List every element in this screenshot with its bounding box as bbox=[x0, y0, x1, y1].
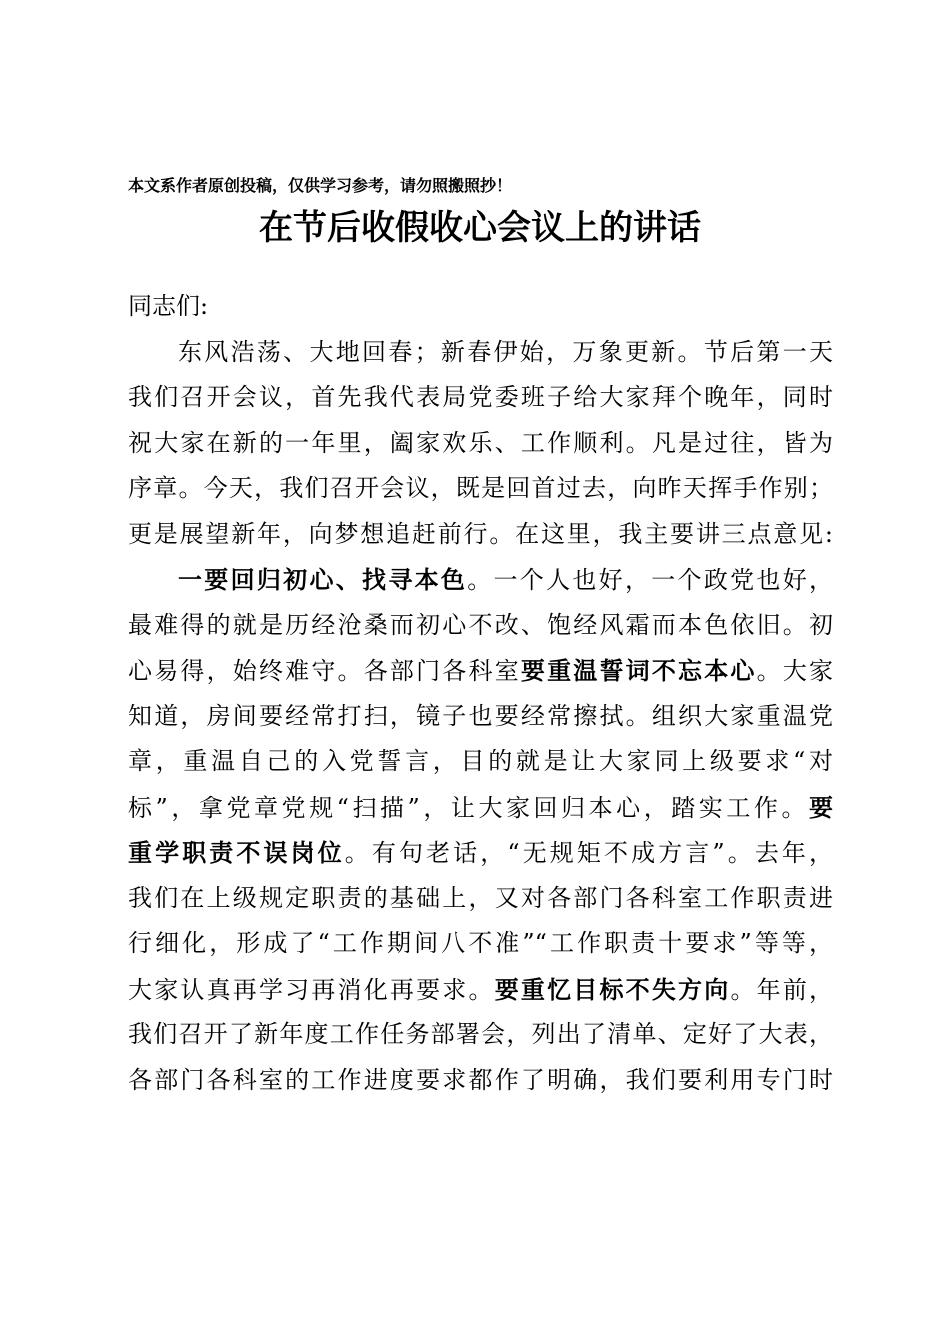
section-line bbox=[128, 830, 833, 876]
section-line: 最难得的就是历经沧桑而初心不改、饱经风霜而本色依旧。初 bbox=[128, 610, 833, 639]
sub-point-heading: 要重忆目标不失方向 bbox=[494, 974, 731, 1004]
section-line bbox=[128, 967, 833, 1013]
section-heading: 一要回归初心、找寻本色 bbox=[178, 565, 468, 594]
section-text: 标”，拿党章党规“扫描”，让大家回归本心，踏实工作。 bbox=[128, 793, 809, 822]
section-text: 。一个人也好，一个政党也好， bbox=[467, 566, 834, 594]
section-text: 。有句老话，“无规矩不成方言”。去年， bbox=[344, 839, 834, 867]
section-text: 大家认真再学习再消化再要求。 bbox=[128, 975, 495, 1004]
section-line: 章，重温自己的入党誓言，目的就是让大家同上级要求“对 bbox=[128, 747, 833, 775]
sub-point-heading: 要 bbox=[809, 792, 833, 822]
section-line: 各部门各科室的工作进度要求都作了明确，我们要利用专门时 bbox=[128, 1065, 833, 1094]
document-title: 在节后收假收心会议上的讲话 bbox=[259, 208, 701, 248]
section-line: 我们在上级规定职责的基础上，又对各部门各科室工作职责进 bbox=[128, 883, 833, 912]
sub-point-heading: 重学职责不误岗位 bbox=[128, 838, 345, 867]
sub-point-heading: 要重温誓词不忘本心 bbox=[520, 656, 757, 685]
section-text: 心易得，始终难守。各部门各科室 bbox=[128, 657, 521, 685]
copyright-note: 本文系作者原创投稿，仅供学习参考，请勿照搬照抄！ bbox=[128, 176, 513, 195]
paragraph-line: 东风浩荡、大地回春；新春伊始，万象更新。节后第一天 bbox=[178, 337, 833, 366]
paragraph-line: 祝大家在新的一年里，阖家欢乐、工作顺利。凡是过往，皆为 bbox=[128, 428, 833, 457]
paragraph-line: 更是展望新年，向梦想追赶前行。在这里，我主要讲三点意见: bbox=[128, 519, 833, 548]
section-line bbox=[128, 648, 833, 694]
paragraph-line: 我们召开会议，首先我代表局党委班子给大家拜个晚年，同时 bbox=[128, 383, 833, 411]
salutation: 同志们: bbox=[128, 292, 209, 320]
section-text: 。大家 bbox=[756, 657, 834, 685]
section-line: 我们召开了新年度工作任务部署会，列出了清单、定好了大表， bbox=[128, 1020, 833, 1048]
section-line bbox=[128, 557, 833, 603]
section-line: 行细化，形成了“工作期间八不准”“工作职责十要求”等等， bbox=[128, 929, 833, 957]
document-body bbox=[128, 284, 833, 1103]
section-text: 。年前， bbox=[730, 975, 834, 1004]
section-line: 知道，房间要经常打扫，镜子也要经常擦拭。组织大家重温党 bbox=[128, 701, 833, 730]
section-line bbox=[128, 785, 833, 831]
paragraph-line: 序章。今天，我们召开会议，既是回首过去，向昨天挥手作别； bbox=[128, 474, 833, 502]
